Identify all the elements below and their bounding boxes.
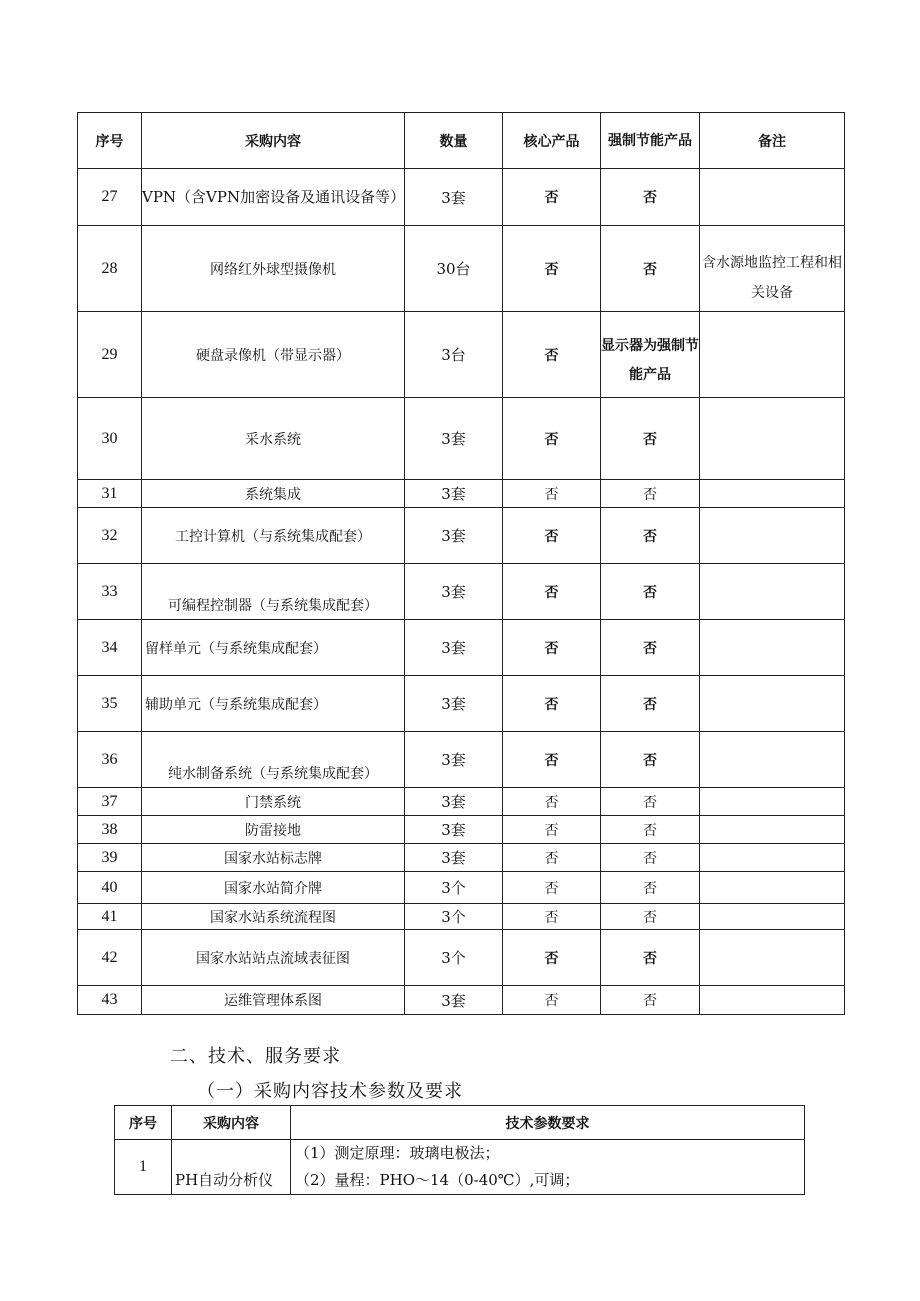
row-energy: 否 (601, 930, 700, 986)
table-row (78, 844, 845, 872)
row-content: 网络红外球型摄像机 (142, 226, 405, 312)
row-core: 否 (503, 986, 601, 1015)
row-remark (700, 930, 845, 986)
row-qty: 3套 (405, 564, 503, 620)
table-row (78, 676, 845, 732)
row-core: 否 (503, 930, 601, 986)
row-seq: 31 (78, 480, 142, 508)
row-remark (700, 169, 845, 226)
header-row (78, 113, 845, 169)
table-row (78, 732, 845, 788)
row-seq: 34 (78, 620, 142, 676)
row-remark (700, 676, 845, 732)
table-row (78, 312, 845, 398)
row-energy: 否 (601, 872, 700, 904)
row-energy: 否 (601, 620, 700, 676)
row-qty: 3套 (405, 732, 503, 788)
row-core: 否 (503, 508, 601, 564)
row-content: 可编程控制器（与系统集成配套） (142, 564, 405, 620)
row-qty: 3个 (405, 930, 503, 986)
row-content: 工控计算机（与系统集成配套） (142, 508, 405, 564)
table-row (78, 508, 845, 564)
row-content: 国家水站标志牌 (142, 844, 405, 872)
row-seq: 27 (78, 169, 142, 226)
row-seq: 43 (78, 986, 142, 1015)
row-energy: 否 (601, 816, 700, 844)
row-seq: 29 (78, 312, 142, 398)
table-row (78, 564, 845, 620)
row-energy: 否 (601, 398, 700, 480)
row-energy: 否 (601, 986, 700, 1015)
row-seq: 32 (78, 508, 142, 564)
tech-header-row (115, 1106, 805, 1140)
spec-line: （1）测定原理：玻璃电极法； (295, 1144, 500, 1162)
row-content: 辅助单元（与系统集成配套） (142, 676, 405, 732)
row-core: 否 (503, 844, 601, 872)
row-core: 否 (503, 398, 601, 480)
tech-header-seq: 序号 (115, 1106, 172, 1140)
row-content: 运维管理体系图 (142, 986, 405, 1015)
row-core: 否 (503, 788, 601, 816)
row-qty: 30台 (405, 226, 503, 312)
row-remark (700, 480, 845, 508)
row-core: 否 (503, 620, 601, 676)
row-content: VPN（含VPN加密设备及通讯设备等） (142, 169, 405, 226)
row-seq: 41 (78, 904, 142, 930)
row-remark (700, 844, 845, 872)
row-content: 纯水制备系统（与系统集成配套） (142, 732, 405, 788)
row-remark (700, 620, 845, 676)
row-remark: 含水源地监控工程和相关设备 (700, 226, 845, 312)
tech-row-spec (291, 1140, 805, 1195)
row-content: 采水系统 (142, 398, 405, 480)
row-qty: 3套 (405, 816, 503, 844)
row-remark (700, 312, 845, 398)
row-energy: 否 (601, 564, 700, 620)
row-qty: 3套 (405, 844, 503, 872)
table-row (78, 169, 845, 226)
row-energy: 否 (601, 480, 700, 508)
tech-row-seq: 1 (115, 1140, 172, 1195)
row-core: 否 (503, 872, 601, 904)
row-content: 硬盘录像机（带显示器） (142, 312, 405, 398)
row-qty: 3套 (405, 508, 503, 564)
row-core: 否 (503, 904, 601, 930)
row-seq: 40 (78, 872, 142, 904)
row-seq: 39 (78, 844, 142, 872)
row-energy: 显示器为强制节能产品 (601, 312, 700, 398)
header-remark: 备注 (700, 113, 845, 169)
table-row (78, 788, 845, 816)
row-core: 否 (503, 816, 601, 844)
row-remark (700, 986, 845, 1015)
procurement-table (77, 112, 845, 1015)
subsection-heading: （一）采购内容技术参数及要求 (197, 1081, 463, 1102)
row-core: 否 (503, 480, 601, 508)
row-content: 防雷接地 (142, 816, 405, 844)
row-remark (700, 732, 845, 788)
row-remark (700, 398, 845, 480)
row-remark (700, 872, 845, 904)
row-qty: 3套 (405, 480, 503, 508)
tech-spec-table (114, 1105, 805, 1195)
table-row (78, 226, 845, 312)
row-qty: 3套 (405, 169, 503, 226)
header-content: 采购内容 (142, 113, 405, 169)
row-core: 否 (503, 676, 601, 732)
row-content: 国家水站站点流域表征图 (142, 930, 405, 986)
row-qty: 3个 (405, 904, 503, 930)
spec-line: （2）量程：PHO～14（0-40℃）,可调； (295, 1171, 580, 1189)
row-seq: 38 (78, 816, 142, 844)
row-qty: 3套 (405, 398, 503, 480)
row-seq: 30 (78, 398, 142, 480)
row-qty: 3台 (405, 312, 503, 398)
row-qty: 3套 (405, 676, 503, 732)
row-seq: 37 (78, 788, 142, 816)
row-energy: 否 (601, 169, 700, 226)
tech-header-content: 采购内容 (172, 1106, 291, 1140)
row-seq: 35 (78, 676, 142, 732)
table-row (78, 872, 845, 904)
tech-header-spec: 技术参数要求 (291, 1106, 805, 1140)
row-remark (700, 788, 845, 816)
row-energy: 否 (601, 226, 700, 312)
row-energy: 否 (601, 676, 700, 732)
row-core: 否 (503, 226, 601, 312)
table-row (78, 398, 845, 480)
row-remark (700, 816, 845, 844)
row-seq: 33 (78, 564, 142, 620)
table-row (78, 904, 845, 930)
row-seq: 28 (78, 226, 142, 312)
row-remark (700, 564, 845, 620)
row-content: 国家水站简介牌 (142, 872, 405, 904)
table-row (78, 930, 845, 986)
row-content: 国家水站系统流程图 (142, 904, 405, 930)
header-energy: 强制节能产品 (601, 113, 700, 169)
row-energy: 否 (601, 844, 700, 872)
header-core: 核心产品 (503, 113, 601, 169)
row-qty: 3个 (405, 872, 503, 904)
row-qty: 3套 (405, 986, 503, 1015)
row-qty: 3套 (405, 620, 503, 676)
table-row (78, 986, 845, 1015)
header-seq: 序号 (78, 113, 142, 169)
tech-row (115, 1140, 805, 1195)
row-remark (700, 904, 845, 930)
row-energy: 否 (601, 508, 700, 564)
row-energy: 否 (601, 732, 700, 788)
row-seq: 42 (78, 930, 142, 986)
header-qty: 数量 (405, 113, 503, 169)
row-core: 否 (503, 312, 601, 398)
row-content: 门禁系统 (142, 788, 405, 816)
row-remark (700, 508, 845, 564)
section-heading: 二、技术、服务要求 (170, 1046, 341, 1067)
row-core: 否 (503, 169, 601, 226)
row-core: 否 (503, 732, 601, 788)
row-qty: 3套 (405, 788, 503, 816)
tech-row-content: PH自动分析仪 (172, 1140, 291, 1195)
row-content: 留样单元（与系统集成配套） (142, 620, 405, 676)
table-row (78, 620, 845, 676)
row-energy: 否 (601, 904, 700, 930)
table-row (78, 480, 845, 508)
table-row (78, 816, 845, 844)
row-energy: 否 (601, 788, 700, 816)
row-content: 系统集成 (142, 480, 405, 508)
row-seq: 36 (78, 732, 142, 788)
row-core: 否 (503, 564, 601, 620)
